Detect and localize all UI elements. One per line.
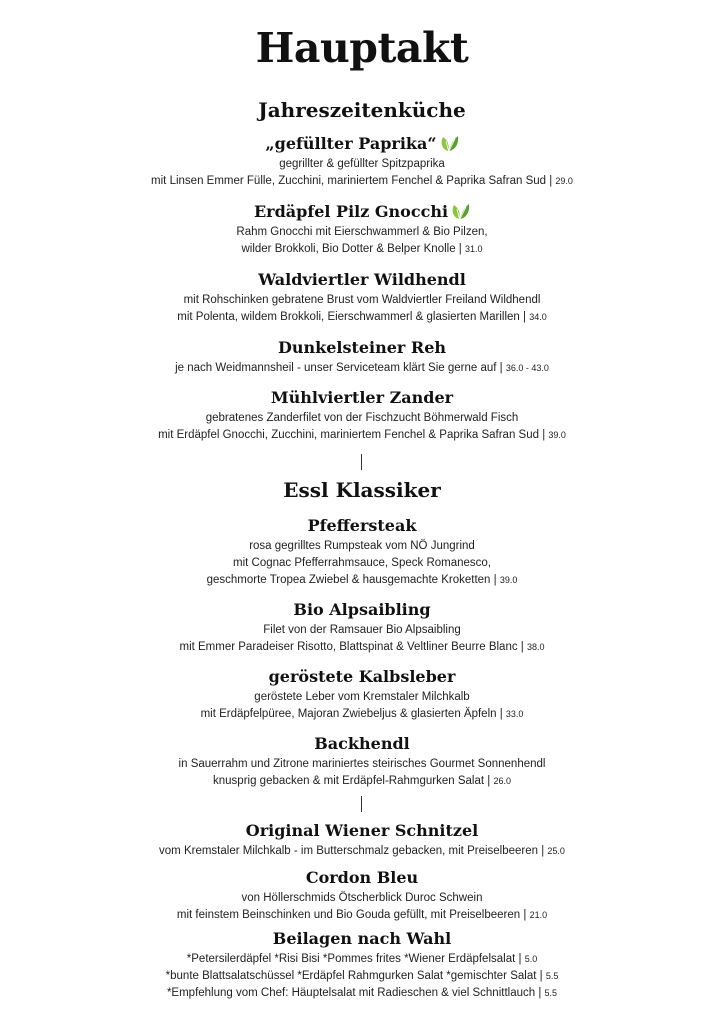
dish-description: Filet von der Ramsauer Bio Alpsaibling bbox=[263, 624, 461, 636]
dish-name: Bio Alpsaibling bbox=[293, 600, 431, 619]
dish-description: je nach Weidmannsheil - unser Serviceteam klärt Sie gerne auf | bbox=[175, 362, 503, 374]
leaf-icon bbox=[450, 203, 470, 221]
dish-name: Erdäpfel Pilz Gnocchi bbox=[253, 202, 449, 221]
dish-description: geröstete Leber vom Kremstaler Milchkalb bbox=[254, 691, 470, 703]
dish-bio-alpsaibling bbox=[0, 600, 724, 656]
dish-price: 39.0 bbox=[548, 430, 566, 440]
dish-description: von Höllerschmids Ötscherblick Duroc Schwein bbox=[241, 892, 483, 904]
dish-description: vom Kremstaler Milchkalb - im Butterschmalz gebacken, mit Preiselbeeren | bbox=[159, 845, 545, 857]
dish-price: 21.0 bbox=[529, 910, 548, 920]
dish-price: 34.0 bbox=[529, 312, 547, 322]
dish-description: gebratenes Zanderfilet von der Fischzucht Böhmerwald Fisch bbox=[205, 412, 519, 424]
dish-name: geröstete Kalbsleber bbox=[268, 667, 456, 686]
dish-name: Dunkelsteiner Reh bbox=[277, 338, 447, 357]
dish-name: Beilagen nach Wahl bbox=[272, 929, 452, 948]
dish-description: mit Polenta, wildem Brokkoli, Eierschwammerl & glasierten Marillen | bbox=[177, 311, 526, 323]
dish-beilagen-nach-wahl bbox=[0, 929, 724, 1002]
dish-description: in Sauerrahm und Zitrone mariniertes steirisches Gourmet Sonnenhendl bbox=[178, 758, 546, 770]
dish-description: knusprig gebacken & mit Erdäpfel-Rahmgurken Salat | bbox=[213, 775, 491, 787]
dish-price: 33.0 bbox=[505, 709, 524, 719]
dish-description: mit Erdäpfelpüree, Majoran Zwiebeljus & glasierten Äpfeln | bbox=[200, 708, 503, 720]
dish-name: Mühlviertler Zander bbox=[270, 388, 454, 407]
dish-price: 26.0 bbox=[493, 776, 511, 786]
side-dish-line: *bunte Blattsalatschüssel *Erdäpfel Rahmgurken Salat *gemischter Salat | bbox=[165, 970, 543, 982]
dish-description: geschmorte Tropea Zwiebel & hausgemachte Kroketten | bbox=[206, 574, 497, 586]
dish-waldviertler-wildhendl bbox=[0, 270, 724, 326]
page-title: Hauptakt bbox=[255, 24, 469, 72]
dish-description: Rahm Gnocchi mit Eierschwammerl & Bio Pilzen, bbox=[236, 226, 488, 238]
side-dish-line: *Empfehlung vom Chef: Häuptelsalat mit Radieschen & viel Schnittlauch | bbox=[166, 987, 542, 999]
dish-description: wilder Brokkoli, Bio Dotter & Belper Knolle | bbox=[241, 243, 462, 255]
dish-description: mit Emmer Paradeiser Risotto, Blattspinat & Veltliner Beurre Blanc | bbox=[179, 641, 524, 653]
dish-name: Cordon Bleu bbox=[305, 868, 419, 887]
dish-name: Waldviertler Wildhendl bbox=[258, 270, 466, 289]
dish-description: mit Linsen Emmer Fülle, Zucchini, mariniertem Fenchel & Paprika Safran Sud | bbox=[151, 175, 553, 187]
dish-price: 31.0 bbox=[464, 244, 483, 254]
dish-name: Pfeffersteak bbox=[307, 516, 417, 535]
leaf-icon bbox=[439, 135, 459, 153]
dish-description: mit Erdäpfel Gnocchi, Zucchini, mariniertem Fenchel & Paprika Safran Sud | bbox=[158, 429, 546, 441]
dish-price: 5.5 bbox=[544, 988, 558, 998]
dish-pfeffersteak bbox=[0, 516, 724, 589]
dish-price: 39.0 bbox=[499, 575, 518, 585]
dish-geroestete-kalbsleber bbox=[0, 667, 724, 723]
section-title-essl-klassiker: Essl Klassiker bbox=[283, 478, 441, 502]
dish-price: 29.0 bbox=[555, 176, 573, 186]
dish-cordon-bleu bbox=[0, 868, 724, 924]
dish-gefuellter-paprika bbox=[0, 134, 724, 190]
dish-erdaepfel-pilz-gnocchi bbox=[0, 202, 724, 258]
side-dish-line: *Petersilerdäpfel *Risi Bisi *Pommes frites *Wiener Erdäpfelsalat | bbox=[186, 953, 522, 965]
dish-price: 25.0 bbox=[547, 846, 565, 856]
dish-name: „gefüllter Paprika“ bbox=[265, 134, 437, 153]
dish-name: Backhendl bbox=[314, 734, 410, 753]
dish-name: Original Wiener Schnitzel bbox=[245, 821, 479, 840]
section-title-jahreszeitenkueche: Jahreszeitenküche bbox=[258, 98, 466, 122]
dish-description: mit Rohschinken gebratene Brust vom Waldviertler Freiland Wildhendl bbox=[183, 294, 541, 306]
dish-description: mit feinstem Beinschinken und Bio Gouda gefüllt, mit Preiselbeeren | bbox=[176, 909, 527, 921]
dish-description: rosa gegrilltes Rumpsteak vom NÖ Jungrind bbox=[249, 540, 475, 552]
dish-price: 36.0 - 43.0 bbox=[505, 363, 549, 373]
dish-backhendl bbox=[0, 734, 724, 790]
dish-description: mit Cognac Pfefferrahmsauce, Speck Romanesco, bbox=[232, 557, 492, 569]
dish-description: gegrillter & gefüllter Spitzpaprika bbox=[279, 158, 445, 170]
section-divider bbox=[361, 454, 362, 470]
dish-price: 38.0 bbox=[526, 642, 545, 652]
dish-original-wiener-schnitzel bbox=[0, 821, 724, 860]
section-divider bbox=[361, 796, 362, 812]
dish-price: 5.5 bbox=[545, 971, 559, 981]
dish-muehlviertler-zander bbox=[0, 388, 724, 444]
dish-dunkelsteiner-reh bbox=[0, 338, 724, 377]
dish-price: 5.0 bbox=[524, 954, 538, 964]
